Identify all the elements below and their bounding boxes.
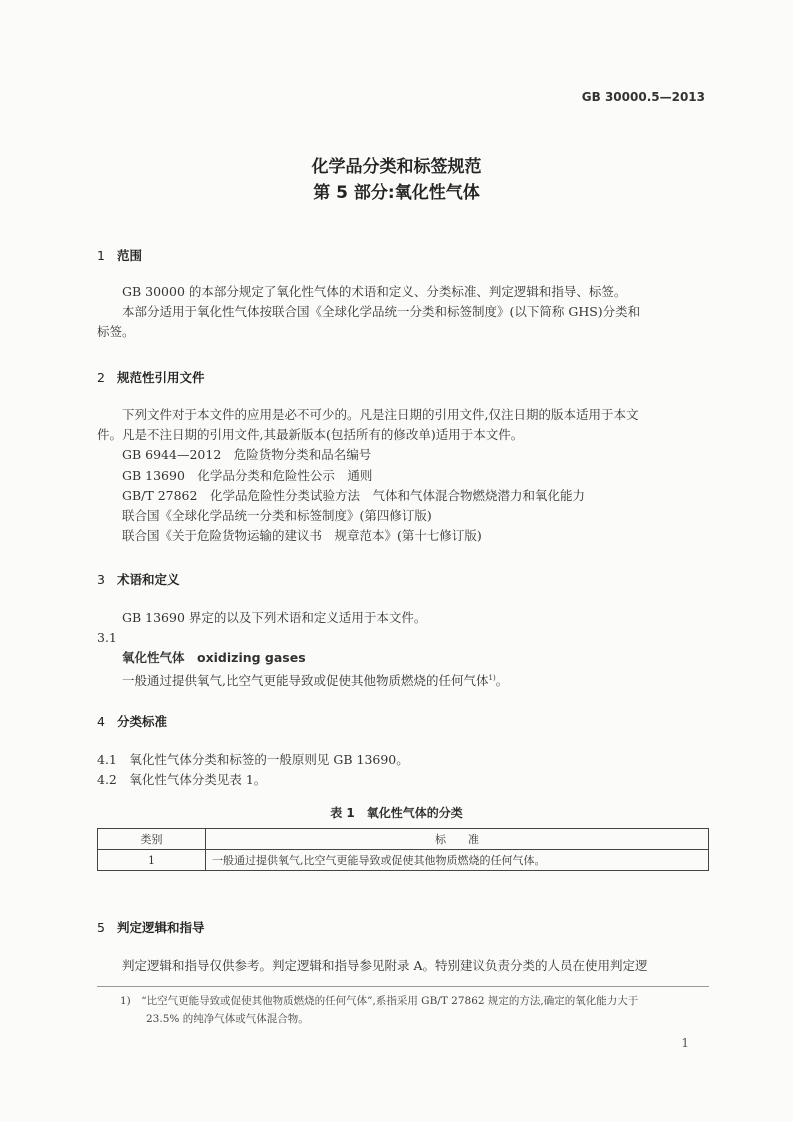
- section-title: 判定逻辑和指导: [117, 920, 205, 935]
- reference-item: GB 6944—2012 危险货物分类和品名编号: [122, 447, 372, 462]
- document-title-line1: 化学品分类和标签规范: [311, 157, 482, 177]
- clause-4-1: 4.1 氧化性气体分类和标签的一般原则见 GB 13690。: [97, 752, 409, 767]
- terms-intro: GB 13690 界定的以及下列术语和定义适用于本文件。: [122, 610, 427, 625]
- section-title: 术语和定义: [117, 572, 180, 587]
- standard-code: GB 30000.5—2013: [581, 90, 705, 104]
- table-header-category: 类别: [98, 829, 206, 850]
- section-number: 5: [97, 920, 105, 935]
- section-title: 范围: [117, 248, 143, 263]
- footnote-divider: [97, 986, 709, 987]
- reference-item: GB 13690 化学品分类和危险性公示 通则: [122, 468, 373, 483]
- footnote-line-1: 1) “比空气更能导致或促使其他物质燃烧的任何气体”,系指采用 GB/T 27862 规定的方法,确定的氧化能力大于: [120, 995, 639, 1007]
- table-cell-category: 1: [98, 850, 206, 871]
- reference-item: 联合国《全球化学品统一分类和标签制度》(第四修订版): [122, 508, 432, 523]
- classification-table: [97, 828, 709, 871]
- section-1-heading: [97, 246, 142, 264]
- scope-paragraph-2-cont: 标签。: [97, 324, 135, 339]
- scope-paragraph-1: GB 30000 的本部分规定了氧化性气体的术语和定义、分类标准、判定逻辑和指导、标签。: [122, 284, 627, 299]
- table-row: [98, 850, 709, 871]
- reference-item: 联合国《关于危险货物运输的建议书 规章范本》(第十七修订版): [122, 528, 482, 543]
- table-header-criteria: 标 准: [206, 829, 709, 850]
- page-number: 1: [681, 1036, 689, 1050]
- references-intro: 下列文件对于本文件的应用是必不可少的。凡是注日期的引用文件,仅注日期的版本适用于本文: [122, 407, 639, 422]
- section-number: 4: [97, 714, 105, 729]
- section-number: 3: [97, 572, 105, 587]
- section-3-heading: [97, 570, 180, 588]
- term-definition: [122, 668, 508, 691]
- scope-paragraph-2: 本部分适用于氧化性气体按联合国《全球化学品统一分类和标签制度》(以下简称 GHS)分类和: [122, 304, 641, 319]
- logic-paragraph: 判定逻辑和指导仅供参考。判定逻辑和指导参见附录 A。特别建议负责分类的人员在使用判定逻: [122, 958, 648, 973]
- definition-text: 一般通过提供氧气,比空气更能导致或促使其他物质燃烧的任何气体: [122, 673, 489, 689]
- document-title-line2: 第 5 部分:氧化性气体: [313, 183, 480, 203]
- table-caption: 表 1 氧化性气体的分类: [330, 806, 463, 820]
- section-number: 1: [97, 248, 105, 263]
- term-number: 3.1: [97, 630, 117, 645]
- section-5-heading: [97, 918, 205, 936]
- section-2-heading: [97, 368, 205, 386]
- term-name: 氧化性气体 oxidizing gases: [122, 650, 306, 665]
- footnote-reference: 1): [488, 674, 496, 682]
- table-header-row: [98, 829, 709, 850]
- reference-item: GB/T 27862 化学品危险性分类试验方法 气体和气体混合物燃烧潜力和氧化能力: [122, 488, 585, 503]
- section-4-heading: [97, 712, 167, 730]
- section-title: 分类标准: [117, 714, 168, 729]
- section-number: 2: [97, 370, 105, 385]
- footnote-line-2: 23.5% 的纯净气体或气体混合物。: [146, 1013, 309, 1025]
- definition-end: 。: [495, 673, 509, 689]
- table-cell-criteria: 一般通过提供氧气,比空气更能导致或促使其他物质燃烧的任何气体。: [206, 850, 709, 871]
- clause-4-2: 4.2 氧化性气体分类见表 1。: [97, 772, 267, 787]
- section-title: 规范性引用文件: [117, 370, 205, 385]
- references-intro-cont: 件。凡是不注日期的引用文件,其最新版本(包括所有的修改单)适用于本文件。: [97, 427, 524, 442]
